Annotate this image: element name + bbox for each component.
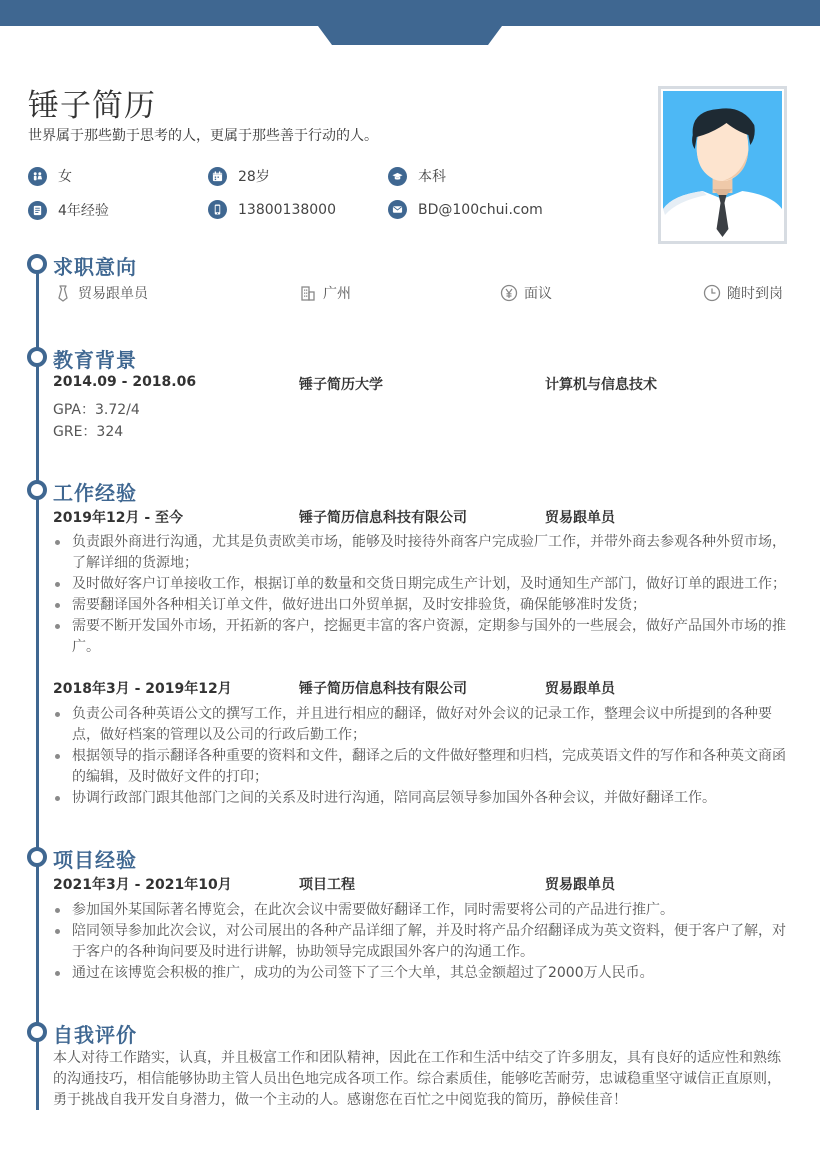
phone-icon — [208, 200, 227, 219]
work-1-company: 锤子简历信息科技有限公司 — [299, 510, 467, 526]
section-marker-intent — [27, 254, 47, 274]
work-2-company: 锤子简历信息科技有限公司 — [299, 681, 467, 697]
education-period: 2014.09 - 2018.06 — [53, 374, 197, 390]
yen-icon — [500, 284, 518, 302]
intent-availability-text: 随时到岗 — [727, 286, 783, 302]
work-1-role: 贸易跟单员 — [545, 510, 615, 526]
info-experience-text: 4年经验 — [58, 203, 109, 219]
intent-city-text: 广州 — [323, 286, 351, 302]
calendar-icon — [208, 167, 227, 186]
info-experience — [28, 200, 109, 220]
resume-motto: 世界属于那些勤于思考的人，更属于那些善于行动的人。 — [28, 128, 378, 144]
list-item: 需要不断开发国外市场，开拓新的客户，挖掘更丰富的客户资源，定期参与国外的一些展会，做好产品国外市场的推广。 — [53, 616, 791, 658]
section-title-work: 工作经验 — [53, 481, 137, 505]
list-item: 陪同领导参加此次会议，对公司展出的各种产品详细了解，并及时将产品介绍翻译成为英文资料，便于客户了解，对于客户的各种询问要及时进行讲解，协助领导完成跟国外客户的沟通工作。 — [53, 921, 791, 963]
list-item: 负责跟外商进行沟通，尤其是负责欧美市场，能够及时接待外商客户完成验厂工作，并带外商去参观各种外贸市场，了解详细的货源地； — [53, 532, 791, 574]
section-marker-education — [27, 347, 47, 367]
section-title-intent: 求职意向 — [53, 255, 137, 279]
education-gpa: GPA：3.72/4 — [53, 402, 140, 418]
info-email-text[interactable]: BD@100chui.com — [418, 201, 543, 218]
work-2-role: 贸易跟单员 — [545, 681, 615, 697]
list-item: 及时做好客户订单接收工作，根据订单的数量和交货日期完成生产计划，及时通知生产部门，做好订单的跟进工作； — [53, 574, 791, 595]
section-title-project: 项目经验 — [53, 848, 137, 872]
top-banner — [0, 0, 820, 26]
resume-icon — [28, 201, 47, 220]
education-gre: GRE：324 — [53, 424, 124, 440]
section-marker-project — [27, 847, 47, 867]
work-2-period: 2018年3月 - 2019年12月 — [53, 681, 232, 697]
list-item: 协调行政部门跟其他部门之间的关系及时进行沟通，陪同高层领导参加国外各种会议，并做好翻译工作。 — [53, 788, 791, 809]
mail-icon — [388, 200, 407, 219]
education-school: 锤子简历大学 — [299, 377, 383, 393]
timeline-line — [36, 265, 39, 1110]
info-phone-text[interactable]: 13800138000 — [238, 201, 336, 218]
intent-city — [299, 283, 351, 303]
work-1-duties — [53, 532, 791, 658]
project-duties — [53, 900, 791, 984]
list-item: 根据领导的指示翻译各种重要的资料和文件，翻译之后的文件做好整理和归档，完成英语文件的写作和各种英文商函的编辑，及时做好文件的打印； — [53, 746, 791, 788]
intent-availability — [703, 283, 783, 303]
project-name: 项目工程 — [299, 877, 355, 893]
info-degree-text: 本科 — [418, 169, 446, 185]
info-age-text: 28岁 — [238, 169, 270, 185]
section-title-education: 教育背景 — [53, 348, 137, 372]
work-2-duties — [53, 704, 791, 809]
avatar-illustration — [663, 91, 782, 239]
profile-photo — [658, 86, 787, 244]
section-marker-work — [27, 480, 47, 500]
info-gender-text: 女 — [58, 169, 72, 185]
intent-salary-text: 面议 — [524, 286, 552, 302]
building-icon — [299, 284, 317, 302]
list-item: 参加国外某国际著名博览会，在此次会议中需要做好翻译工作，同时需要将公司的产品进行推广。 — [53, 900, 791, 921]
work-1-period: 2019年12月 - 至今 — [53, 510, 184, 526]
info-email — [388, 200, 543, 219]
intent-salary — [500, 283, 552, 303]
gender-icon — [28, 167, 47, 186]
intent-position — [54, 283, 148, 303]
list-item: 通过在该博览会积极的推广，成功的为公司签下了三个大单，其总金额超过了2000万人民币。 — [53, 963, 791, 984]
self-evaluation-text: 本人对待工作踏实，认真，并且极富工作和团队精神，因此在工作和生活中结交了许多朋友，具有良好的适应性和熟练的沟通技巧，相信能够协助主管人员出色地完成各项工作。综合素质佳，能够吃苦耐劳，忠诚稳重坚守诚信正直原则，勇于挑战自我开发自身潜力，做一个主动的人。感谢您在百忙之中阅览我的简历，静候佳音！ — [53, 1050, 781, 1108]
section-marker-self — [27, 1022, 47, 1042]
project-period: 2021年3月 - 2021年10月 — [53, 877, 232, 893]
list-item: 负责公司各种英语公文的撰写工作，并且进行相应的翻译，做好对外会议的记录工作，整理会议中所提到的各种要点，做好档案的管理以及公司的行政后勤工作； — [53, 704, 791, 746]
resume-name: 锤子简历 — [28, 88, 156, 124]
clock-icon — [703, 284, 721, 302]
info-phone — [208, 200, 336, 219]
info-age — [208, 166, 270, 186]
section-title-self: 自我评价 — [53, 1023, 137, 1047]
tie-icon — [54, 284, 72, 302]
info-degree — [388, 166, 446, 186]
graduation-cap-icon — [388, 167, 407, 186]
list-item: 需要翻译国外各种相关订单文件，做好进出口外贸单据，及时安排验货，确保能够准时发货； — [53, 595, 791, 616]
intent-position-text: 贸易跟单员 — [78, 286, 148, 302]
info-gender — [28, 166, 72, 186]
top-banner-tab — [318, 26, 502, 45]
education-major: 计算机与信息技术 — [545, 377, 657, 393]
project-role: 贸易跟单员 — [545, 877, 615, 893]
